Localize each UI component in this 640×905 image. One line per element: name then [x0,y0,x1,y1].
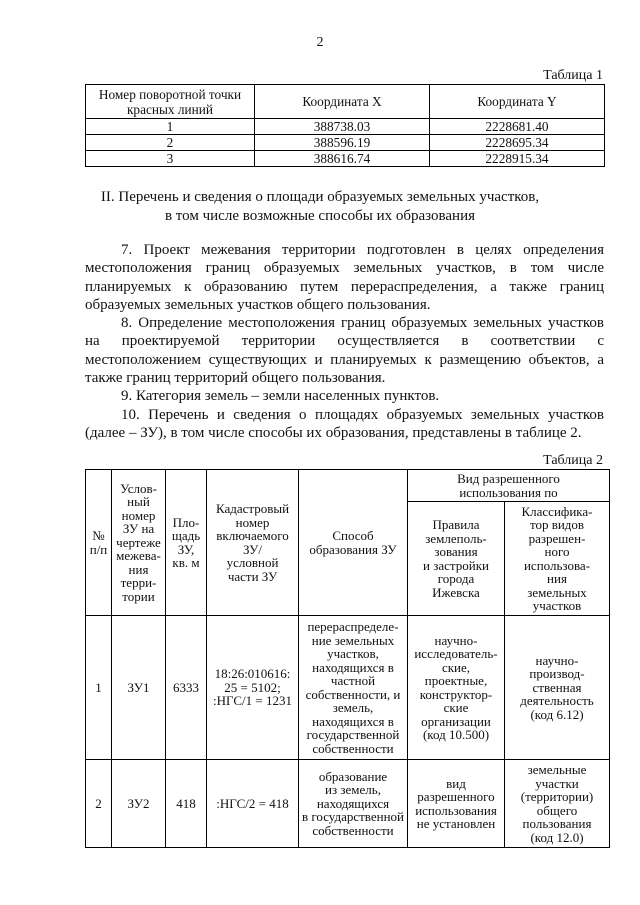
formation-method: перераспределе- ние земельных участков, находящихся в частной собственности, и земель, находящихся в государственной собственности [299,616,408,760]
coordinate-y: 2228915.34 [430,151,605,167]
section-title [0,188,640,226]
coordinate-x: 388596.19 [255,135,430,151]
land-use-rules: вид разрешенного использования не установлен [408,760,505,848]
section-title-line: II. Перечень и сведения о площади образуемых земельных участков, [100,189,540,205]
area-value: 418 [166,760,207,848]
header-coordinate-x: Координата X [255,85,430,119]
section-title-line: в том числе возможные способы их образования [164,208,476,224]
header-permitted-use: Вид разрешенного использования по [408,470,610,502]
point-number: 2 [86,135,255,151]
coordinate-x: 388738.03 [255,119,430,135]
table1-caption: Таблица 1 [543,68,603,83]
table-header-row [86,470,610,502]
row-number: 2 [86,760,112,848]
cadastral-number: :НГС/2 = 418 [207,760,299,848]
coordinates-table [85,84,605,167]
table-row [86,119,605,135]
classifier-value: земельные участки (территории) общего пользования (код 12.0) [505,760,610,848]
cadastral-number: 18:26:010616: 25 = 5102; :НГС/1 = 1231 [207,616,299,760]
header-point-number: Номер поворотной точки красных линий [86,85,255,119]
land-plots-table [85,469,610,848]
header-land-use-rules: Правила землеполь- зования и застройки города Ижевска [408,502,505,616]
formation-method: образование из земель, находящихся в государственной собственности [299,760,408,848]
land-use-rules: научно- исследователь- ские, проектные, конструктор- ские организации (код 10.500) [408,616,505,760]
table2-caption: Таблица 2 [543,453,603,468]
header-number: № п/п [86,470,112,616]
paragraph-7: 7. Проект межевания территории подготовлен в целях определения местоположения границ образуемых земельных участков, в том числе планируемых к образованию путем перераспределения, а также границ образуемых земельных участков общего пользования. [85,242,604,313]
row-number: 1 [86,616,112,760]
point-number: 1 [86,119,255,135]
table-header-row [86,85,605,119]
header-conditional-number: Услов- ный номер ЗУ на чертеже межева- ния терри- тории [112,470,166,616]
header-classifier: Классифика- тор видов разрешен- ного использова- ния земельных участков [505,502,610,616]
header-formation-method: Способ образования ЗУ [299,470,408,616]
body-text [85,241,604,442]
conditional-number: ЗУ2 [112,760,166,848]
header-coordinate-y: Координата Y [430,85,605,119]
paragraph-9: 9. Категория земель – земли населенных пунктов. [121,388,440,405]
header-area: Пло- щадь ЗУ, кв. м [166,470,207,616]
coordinate-y: 2228681.40 [430,119,605,135]
table-row [86,760,610,848]
area-value: 6333 [166,616,207,760]
coordinate-x: 388616.74 [255,151,430,167]
table-row [86,135,605,151]
table-row [86,151,605,167]
point-number: 3 [86,151,255,167]
paragraph-8: 8. Определение местоположения границ образуемых земельных участков на проектируемой территории осуществляется в соответствии с местоположением существующих и планируемых к размещению объектов, а также границ территорий общего пользования. [85,315,604,387]
header-cadastral-number: Кадастровый номер включаемого ЗУ/ условной части ЗУ [207,470,299,616]
page-number: 2 [316,35,324,50]
table-row [86,616,610,760]
classifier-value: научно- производ- ственная деятельность (код 6.12) [505,616,610,760]
coordinate-y: 2228695.34 [430,135,605,151]
conditional-number: ЗУ1 [112,616,166,760]
paragraph-10: 10. Перечень и сведения о площадях образуемых земельных участков (далее – ЗУ), в том числе способы их образования, представлены в таблице 2. [85,406,604,441]
